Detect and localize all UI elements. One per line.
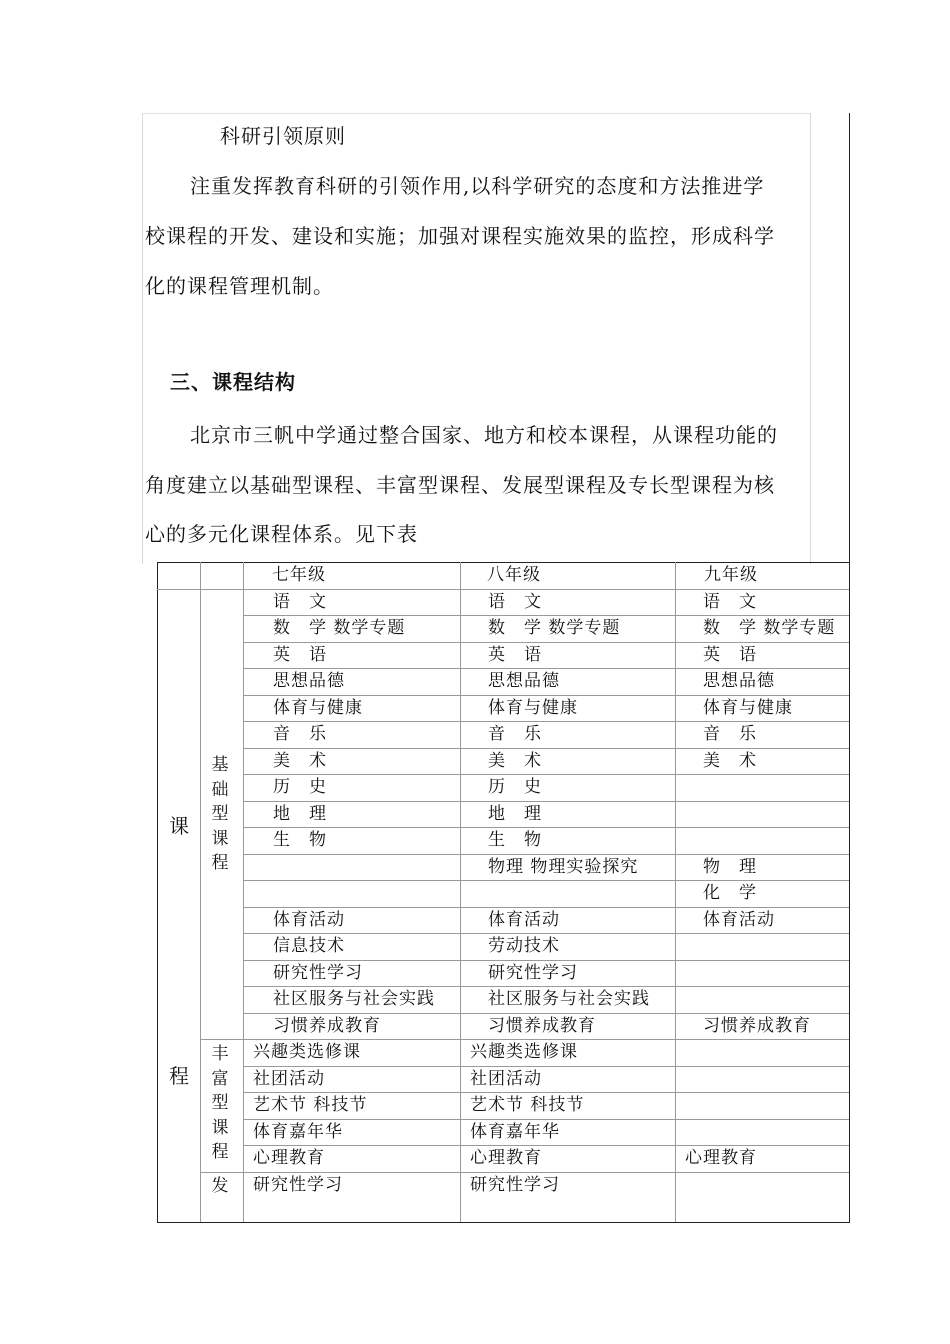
- column-divider: [243, 562, 244, 1222]
- column-divider: [200, 562, 201, 1222]
- row-divider: [243, 1119, 849, 1120]
- principle-title: 科研引领原则: [220, 124, 346, 148]
- column-divider: [460, 562, 461, 1222]
- cell-basic-r3-c2: 思想品德: [703, 671, 775, 691]
- row-divider: [243, 933, 849, 934]
- row-divider: [200, 1039, 849, 1040]
- cell-basic-r14-c0: 研究性学习: [273, 962, 363, 983]
- row-divider: [243, 880, 849, 881]
- row-divider: [243, 1092, 849, 1093]
- outer-label-cheng: 程: [169, 1064, 189, 1088]
- cell-develop-r0-c1: 研究性学习: [470, 1174, 560, 1195]
- cell-basic-r7-c0: 历 史: [273, 777, 327, 797]
- cell-rich-r0-c0: 兴趣类选修课: [253, 1042, 361, 1062]
- category-basic: 基 础 型 课 程: [211, 755, 229, 873]
- row-divider: [200, 1172, 849, 1173]
- cell-basic-r12-c1: 体育活动: [488, 909, 560, 930]
- cell-basic-r12-c2: 体育活动: [703, 909, 775, 930]
- cell-basic-r8-c0: 地 理: [273, 803, 327, 824]
- cell-basic-r3-c0: 思想品德: [273, 671, 345, 691]
- principle-line-3: 化的课程管理机制。: [145, 274, 334, 298]
- row-divider: [243, 642, 849, 643]
- header-grade-7: 七年级: [272, 565, 326, 585]
- header-grade-9: 九年级: [704, 565, 758, 585]
- row-divider: [243, 1066, 849, 1067]
- header-grade-8: 八年级: [487, 565, 541, 585]
- row-divider: [243, 1145, 849, 1146]
- cell-basic-r4-c2: 体育与健康: [703, 697, 793, 718]
- cell-basic-r9-c0: 生 物: [273, 830, 327, 850]
- cell-basic-r5-c0: 音 乐: [273, 724, 327, 744]
- cell-rich-r3-c1: 体育嘉年华: [470, 1121, 560, 1142]
- cell-basic-r3-c1: 思想品德: [488, 671, 560, 691]
- cell-basic-r14-c1: 研究性学习: [488, 962, 578, 983]
- cell-basic-r9-c1: 生 物: [488, 830, 542, 850]
- cell-basic-r6-c1: 美 术: [488, 750, 542, 771]
- row-divider: [243, 774, 849, 775]
- cell-basic-r5-c2: 音 乐: [703, 724, 757, 744]
- cell-rich-r0-c1: 兴趣类选修课: [470, 1042, 578, 1062]
- cell-basic-r1-c1: 数 学 数学专题: [488, 618, 621, 638]
- cell-rich-r1-c0: 社团活动: [253, 1068, 325, 1089]
- table-bottom-border: [157, 1222, 849, 1223]
- table-right-border: [849, 562, 850, 1222]
- cell-basic-r16-c2: 习惯养成教育: [703, 1015, 811, 1036]
- cell-basic-r15-c1: 社区服务与社会实践: [488, 989, 650, 1009]
- cell-rich-r4-c0: 心理教育: [253, 1148, 325, 1168]
- cell-rich-r4-c2: 心理教育: [685, 1148, 757, 1168]
- cell-basic-r2-c2: 英 语: [703, 644, 757, 665]
- section-line-1: 北京市三帆中学通过整合国家、地方和校本课程，从课程功能的: [190, 423, 778, 447]
- cell-basic-r10-c1: 物理 物理实验探究: [488, 856, 639, 877]
- column-divider: [675, 562, 676, 1222]
- cell-basic-r7-c1: 历 史: [488, 777, 542, 797]
- row-divider: [243, 907, 849, 908]
- outer-label-ke: 课: [169, 814, 189, 838]
- cell-rich-r1-c1: 社团活动: [470, 1068, 542, 1089]
- cell-basic-r13-c0: 信息技术: [273, 936, 345, 956]
- table-top-border: [157, 562, 849, 563]
- cell-basic-r16-c1: 习惯养成教育: [488, 1015, 596, 1036]
- cell-develop-r0-c0: 研究性学习: [253, 1174, 343, 1195]
- cell-basic-r1-c0: 数 学 数学专题: [273, 618, 406, 638]
- principle-line-2: 校课程的开发、建设和实施；加强对课程实施效果的监控，形成科学: [145, 224, 775, 248]
- cell-basic-r6-c0: 美 术: [273, 750, 327, 771]
- principle-line-1: 注重发挥教育科研的引领作用,以科学研究的态度和方法推进学: [190, 174, 765, 198]
- table-left-border: [157, 562, 158, 1222]
- cell-basic-r13-c1: 劳动技术: [488, 936, 560, 956]
- row-divider: [243, 801, 849, 802]
- cell-rich-r2-c0: 艺术节 科技节: [253, 1095, 368, 1115]
- header-divider: [157, 589, 849, 590]
- cell-basic-r4-c1: 体育与健康: [488, 697, 578, 718]
- cell-basic-r0-c1: 语 文: [488, 591, 542, 612]
- row-divider: [243, 1013, 849, 1014]
- section-line-3: 心的多元化课程体系。见下表: [145, 522, 418, 546]
- cell-basic-r4-c0: 体育与健康: [273, 697, 363, 718]
- cell-rich-r2-c1: 艺术节 科技节: [470, 1095, 585, 1115]
- cell-rich-r3-c0: 体育嘉年华: [253, 1121, 343, 1142]
- row-divider: [243, 668, 849, 669]
- cell-basic-r2-c0: 英 语: [273, 644, 327, 665]
- row-divider: [243, 854, 849, 855]
- cell-basic-r0-c0: 语 文: [273, 591, 327, 612]
- category-rich: 丰 富 型 课 程: [211, 1044, 229, 1162]
- section-heading: 三、课程结构: [170, 370, 296, 394]
- cell-rich-r4-c1: 心理教育: [470, 1148, 542, 1168]
- cell-basic-r2-c1: 英 语: [488, 644, 542, 665]
- cell-basic-r0-c2: 语 文: [703, 591, 757, 612]
- row-divider: [243, 695, 849, 696]
- row-divider: [243, 986, 849, 987]
- row-divider: [243, 827, 849, 828]
- cell-basic-r15-c0: 社区服务与社会实践: [273, 989, 435, 1009]
- cell-basic-r10-c2: 物 理: [703, 856, 757, 877]
- category-develop: 发: [211, 1176, 229, 1196]
- row-divider: [243, 960, 849, 961]
- row-divider: [243, 721, 849, 722]
- cell-basic-r11-c2: 化 学: [703, 883, 757, 903]
- cell-basic-r8-c1: 地 理: [488, 803, 542, 824]
- cell-basic-r6-c2: 美 术: [703, 750, 757, 771]
- cell-basic-r5-c1: 音 乐: [488, 724, 542, 744]
- cell-basic-r16-c0: 习惯养成教育: [273, 1015, 381, 1036]
- row-divider: [243, 615, 849, 616]
- cell-basic-r12-c0: 体育活动: [273, 909, 345, 930]
- section-line-2: 角度建立以基础型课程、丰富型课程、发展型课程及专长型课程为核: [145, 473, 775, 497]
- row-divider: [243, 748, 849, 749]
- cell-basic-r1-c2: 数 学 数学专题: [703, 618, 836, 638]
